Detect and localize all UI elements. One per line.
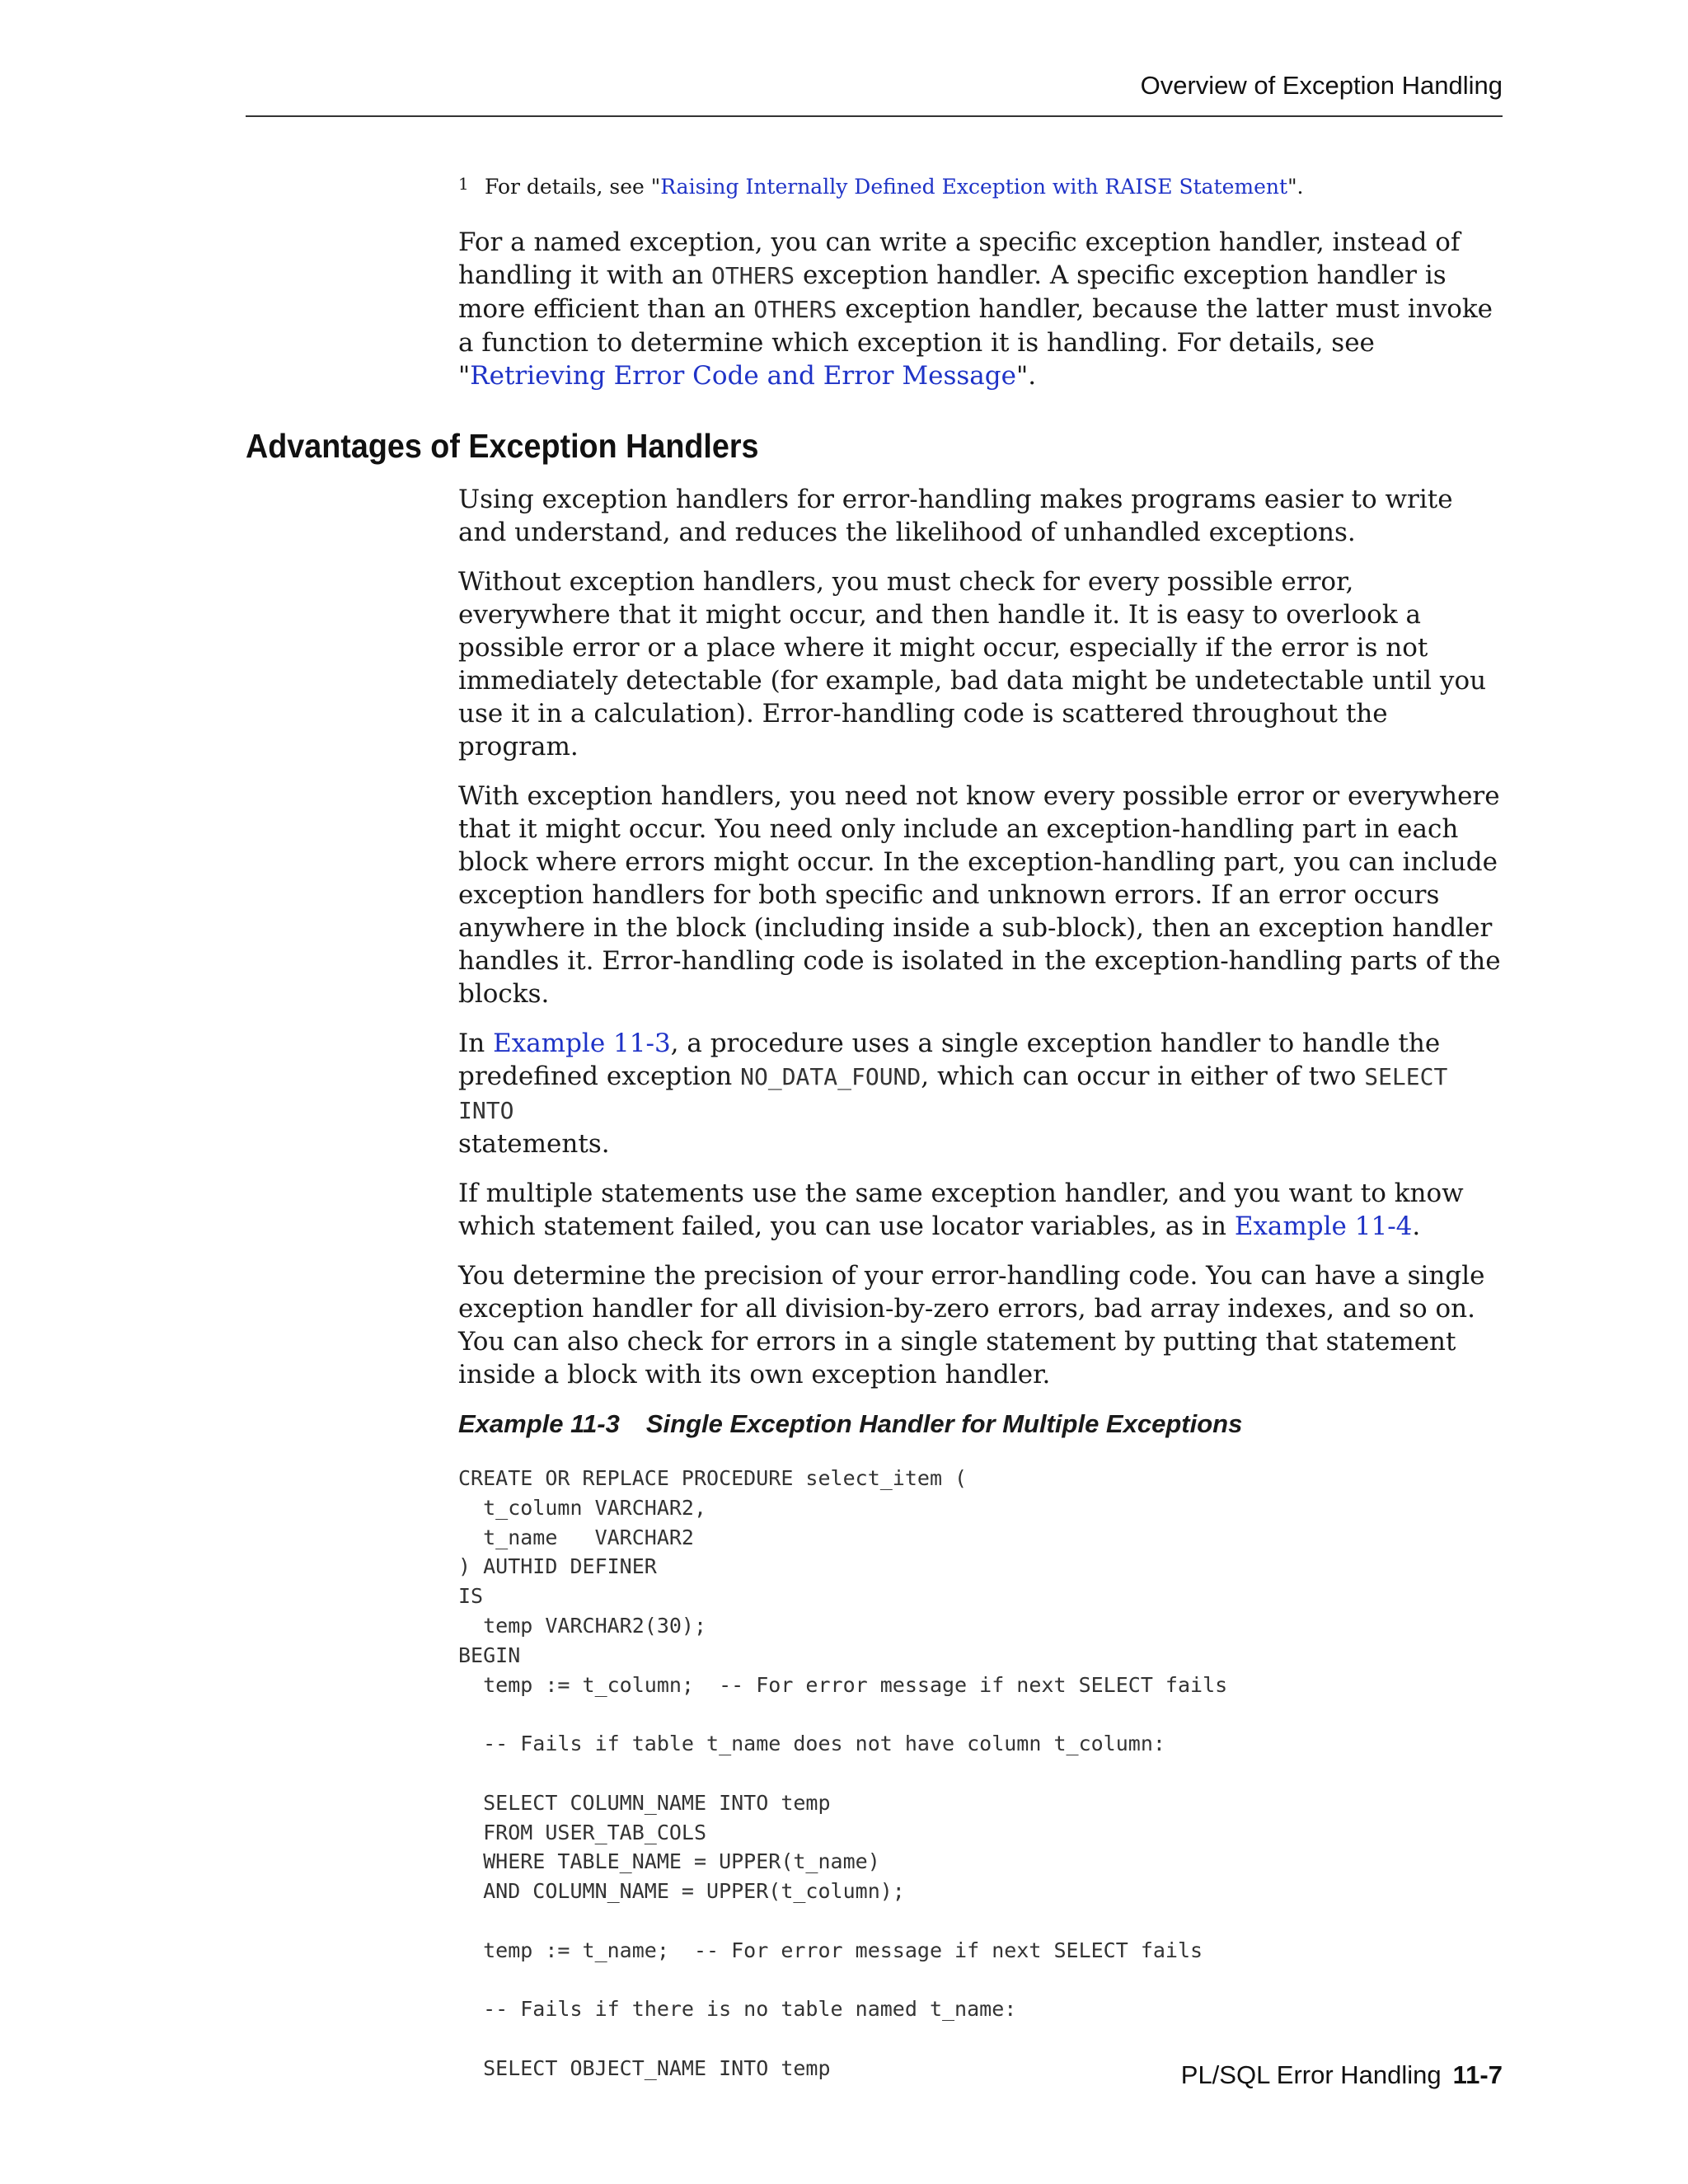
paragraph-5 bbox=[458, 1177, 1503, 1243]
p4-text-3: , which can occur in either of two bbox=[921, 1062, 1365, 1091]
intro-text-2: exception handler. A specific exception handler is more efficient than an bbox=[458, 260, 1447, 324]
page-content bbox=[246, 173, 1503, 2083]
intro-paragraph bbox=[458, 226, 1503, 392]
p5-text-2: . bbox=[1412, 1212, 1421, 1241]
footnote-prefix: For details, see " bbox=[485, 175, 661, 199]
header-rule bbox=[246, 115, 1503, 117]
link-example-11-4[interactable]: Example 11-4 bbox=[1234, 1212, 1413, 1241]
running-header: Overview of Exception Handling bbox=[1140, 71, 1503, 100]
paragraph-2: Without exception handlers, you must check for every possible error, everywhere that it might occur, and then handle it. It is easy to overlook a possible error or a place where it might occur, especially if the error is not immediately detectable (for example, bad data might be undetectable until you use it in a calculation). Error-handling code is scattered throughout the program. bbox=[458, 567, 1487, 762]
example-title bbox=[458, 1408, 1503, 1441]
footer-chapter: PL/SQL Error Handling bbox=[1180, 2060, 1442, 2089]
p5-text-1: If multiple statements use the same exception handler, and you want to know which statement failed, you can use locator variables, as in bbox=[458, 1179, 1464, 1241]
code-others-2: OTHERS bbox=[753, 296, 837, 323]
page-footer bbox=[1181, 2060, 1503, 2090]
p4-text-4: statements. bbox=[458, 1129, 610, 1159]
paragraph-1: Using exception handlers for error-handling makes programs easier to write and understand, and reduces the likelihood of unhandled exceptions. bbox=[458, 485, 1453, 547]
paragraph-3: With exception handlers, you need not know every possible error or everywhere that it might occur. You need only include an exception-handling part in each block where errors might occur. In the exception-handling part, you can include exception handlers for both specific and unknown errors. If an error occurs anywhere in the block (including inside a sub-block), then an exception handler handles it. Error-handling code is isolated in the exception-handling parts of the blocks. bbox=[458, 781, 1501, 1009]
page-number: 11-7 bbox=[1452, 2060, 1503, 2089]
paragraph-4 bbox=[458, 1027, 1503, 1160]
footnote bbox=[458, 173, 1503, 201]
footnote-marker: 1 bbox=[458, 174, 469, 194]
code-others-1: OTHERS bbox=[711, 262, 795, 289]
link-example-11-3[interactable]: Example 11-3 bbox=[493, 1029, 671, 1058]
paragraph-6: You determine the precision of your error-handling code. You can have a single exception handler for all division-by-zero errors, bad array indexes, and so on. You can also check for errors in a single statement by putting that statement inside a block with its own exception handler. bbox=[458, 1261, 1485, 1390]
intro-text-4: ". bbox=[1015, 361, 1037, 391]
code-listing: CREATE OR REPLACE PROCEDURE select_item ( t_column VARCHAR2, t_name VARCHAR2 ) AUTHID DEFINER IS temp VARCHAR2(30); BEGIN temp := t_column; -- For error message if next SELECT fails -- Fails if table t_name does not have column t_column: SELECT COLUMN_NAME INTO temp FROM USER_TAB_COLS WHERE TABLE_NAME = UPPER(t_name) AND COLUMN_NAME = UPPER(t_column); temp := t_name; -- For error message if next SELECT fails -- Fails if there is no table named t_name: SELECT OBJECT_NAME INTO temp bbox=[458, 1466, 1228, 2080]
p4-text-2: , a procedure uses a single exception handler to handle the predefined exception bbox=[458, 1029, 1441, 1091]
p4-text-1: In bbox=[458, 1029, 494, 1058]
intro-text-1: For a named exception, you can write a specific exception handler, instead of handling it with an bbox=[458, 227, 1461, 290]
link-retrieving-error-code[interactable]: Retrieving Error Code and Error Message bbox=[470, 361, 1016, 391]
footnote-link-raising-exception[interactable]: Raising Internally Defined Exception with RAISE Statement bbox=[660, 175, 1288, 199]
code-select-into: SELECT INTO bbox=[458, 1063, 1448, 1124]
section-heading: Advantages of Exception Handlers bbox=[246, 427, 759, 465]
intro-text-3: exception handler, because the latter must invoke a function to determine which exception it is handling. For details, see " bbox=[458, 294, 1493, 391]
example-number: Example 11-3 bbox=[458, 1409, 620, 1438]
code-no-data-found: NO_DATA_FOUND bbox=[740, 1063, 921, 1090]
footnote-suffix: ". bbox=[1287, 175, 1304, 199]
example-caption: Single Exception Handler for Multiple Exceptions bbox=[645, 1409, 1243, 1438]
